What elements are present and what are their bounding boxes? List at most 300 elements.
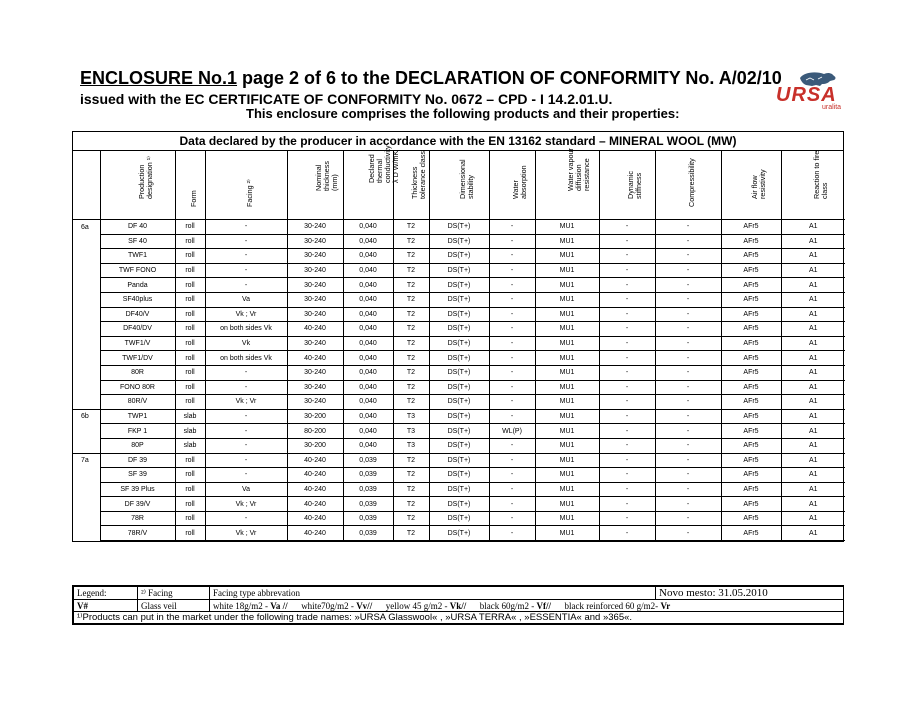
table-cell: - — [489, 395, 535, 410]
intro-text: This enclosure comprises the following products and their properties: — [246, 106, 680, 121]
facing-label: ²⁾ Facing — [138, 587, 210, 600]
group-code — [73, 292, 100, 307]
group-code — [73, 438, 100, 453]
column-header — [205, 151, 287, 220]
table-cell: 0,040 — [343, 395, 393, 410]
table-cell: AFr5 — [721, 322, 781, 337]
table-cell: FONO 80R — [100, 380, 175, 395]
table-cell: 0,040 — [343, 438, 393, 453]
table-cell: T2 — [393, 322, 429, 337]
table-cell: - — [599, 292, 655, 307]
column-header-label: Water absorption — [511, 165, 528, 199]
table-cell: FKP 1 — [100, 424, 175, 439]
table-cell: T3 — [393, 438, 429, 453]
table-cell: - — [655, 263, 721, 278]
table-cell: roll — [175, 380, 205, 395]
table-cell: - — [655, 380, 721, 395]
facing-type-code: Vf// — [536, 600, 551, 611]
certificate-subtitle: issued with the EC CERTIFICATE OF CONFORMITY No. 0672 – CPD - I 14.2.01.U. — [80, 91, 613, 107]
table-cell: AFr5 — [721, 511, 781, 526]
table-cell: - — [599, 336, 655, 351]
table-cell: DS(T+) — [429, 526, 489, 541]
table-cell: AFr5 — [721, 380, 781, 395]
table-cell: A1 — [781, 409, 845, 424]
table-cell: - — [599, 249, 655, 264]
table-cell: roll — [175, 234, 205, 249]
column-header-label: Facing ²⁾ — [245, 179, 254, 207]
table-cell: - — [655, 511, 721, 526]
table-cell: AFr5 — [721, 365, 781, 380]
table-cell: A1 — [781, 263, 845, 278]
table-cell: - — [489, 365, 535, 380]
table-cell: T2 — [393, 468, 429, 483]
legend-label: Legend: — [74, 587, 138, 600]
table-cell: DF40/V — [100, 307, 175, 322]
table-cell: 30-240 — [287, 278, 343, 293]
table-cell: T2 — [393, 336, 429, 351]
table-cell: 30-200 — [287, 409, 343, 424]
table-row — [73, 482, 845, 497]
table-cell: MU1 — [535, 307, 599, 322]
table-cell: - — [655, 249, 721, 264]
table-cell: - — [599, 351, 655, 366]
table-cell: on both sides Vk — [205, 322, 287, 337]
table-cell: 30-240 — [287, 365, 343, 380]
table-cell: DS(T+) — [429, 482, 489, 497]
table-cell: 30-240 — [287, 220, 343, 235]
properties-grid — [73, 145, 845, 541]
table-cell: WL(P) — [489, 424, 535, 439]
table-cell: - — [599, 497, 655, 512]
table-cell: - — [655, 438, 721, 453]
table-cell: - — [655, 497, 721, 512]
table-cell: AFr5 — [721, 482, 781, 497]
table-cell: roll — [175, 292, 205, 307]
table-cell: roll — [175, 453, 205, 468]
column-header — [535, 148, 599, 220]
table-cell: - — [489, 307, 535, 322]
facing-type-code: Vk// — [449, 600, 467, 611]
table-cell: 0,040 — [343, 380, 393, 395]
table-cell: 80R — [100, 365, 175, 380]
table-cell: - — [655, 322, 721, 337]
table-cell: SF 39 — [100, 468, 175, 483]
table-cell: - — [599, 365, 655, 380]
spacer — [551, 601, 565, 611]
table-cell: A1 — [781, 511, 845, 526]
table-cell: Vk ; Vr — [205, 395, 287, 410]
table-cell: 80P — [100, 438, 175, 453]
table-cell: 0,040 — [343, 365, 393, 380]
table-cell: Va — [205, 482, 287, 497]
table-cell: A1 — [781, 438, 845, 453]
products-table — [72, 131, 844, 542]
table-cell: T2 — [393, 351, 429, 366]
table-cell: 0,040 — [343, 220, 393, 235]
table-cell: T2 — [393, 278, 429, 293]
table-cell: Vk ; Vr — [205, 307, 287, 322]
column-header — [599, 151, 655, 220]
table-cell: T2 — [393, 511, 429, 526]
table-cell: - — [599, 453, 655, 468]
table-cell: roll — [175, 220, 205, 235]
group-code — [73, 249, 100, 264]
column-header-label: Air flow resistivity — [750, 169, 767, 199]
table-cell: roll — [175, 307, 205, 322]
table-cell: Vk — [205, 336, 287, 351]
table-cell: T2 — [393, 482, 429, 497]
table-cell: 40-240 — [287, 468, 343, 483]
table-cell: T2 — [393, 307, 429, 322]
table-cell: DS(T+) — [429, 511, 489, 526]
table-cell: MU1 — [535, 380, 599, 395]
table-cell: Va — [205, 292, 287, 307]
table-cell: - — [655, 468, 721, 483]
table-cell: - — [489, 336, 535, 351]
table-cell: - — [489, 220, 535, 235]
table-cell: A1 — [781, 336, 845, 351]
table-cell: - — [205, 220, 287, 235]
table-cell: - — [489, 453, 535, 468]
table-cell: - — [599, 234, 655, 249]
table-cell: DS(T+) — [429, 263, 489, 278]
spacer — [288, 601, 302, 611]
table-cell: T2 — [393, 497, 429, 512]
table-cell: MU1 — [535, 453, 599, 468]
table-cell: roll — [175, 365, 205, 380]
table-cell: 40-240 — [287, 322, 343, 337]
column-header — [393, 151, 429, 220]
table-cell: slab — [175, 438, 205, 453]
ursa-brand: URSA — [776, 84, 837, 106]
table-cell: DS(T+) — [429, 453, 489, 468]
column-header — [781, 151, 845, 220]
table-cell: AFr5 — [721, 395, 781, 410]
table-cell: DS(T+) — [429, 409, 489, 424]
table-row — [73, 438, 845, 453]
table-cell: AFr5 — [721, 336, 781, 351]
table-cell: A1 — [781, 249, 845, 264]
table-cell: - — [205, 278, 287, 293]
table-cell: A1 — [781, 497, 845, 512]
table-row — [73, 497, 845, 512]
group-code — [73, 468, 100, 483]
table-cell: DS(T+) — [429, 292, 489, 307]
table-cell: A1 — [781, 453, 845, 468]
table-cell: T2 — [393, 220, 429, 235]
table-cell: - — [489, 292, 535, 307]
table-cell: - — [599, 307, 655, 322]
table-cell: 0,040 — [343, 336, 393, 351]
column-header — [287, 151, 343, 220]
table-cell: MU1 — [535, 351, 599, 366]
table-cell: MU1 — [535, 249, 599, 264]
table-cell: 30-240 — [287, 249, 343, 264]
table-row — [73, 234, 845, 249]
table-cell: - — [489, 278, 535, 293]
facing-type-code: Vr — [660, 600, 671, 611]
table-cell: A1 — [781, 322, 845, 337]
table-cell: AFr5 — [721, 307, 781, 322]
column-header-label: Production designation ¹⁾ — [136, 156, 154, 199]
table-row — [73, 220, 845, 235]
table-cell: A1 — [781, 278, 845, 293]
table-cell: - — [599, 322, 655, 337]
table-cell: - — [489, 438, 535, 453]
table-cell: - — [205, 234, 287, 249]
table-cell: DF40/DV — [100, 322, 175, 337]
table-cell: - — [599, 468, 655, 483]
table-cell: DS(T+) — [429, 234, 489, 249]
table-cell: 40-240 — [287, 511, 343, 526]
table-cell: DS(T+) — [429, 336, 489, 351]
table-cell: - — [599, 409, 655, 424]
place-date: Novo mesto: 31.05.2010 — [656, 587, 844, 600]
table-cell: - — [489, 409, 535, 424]
table-cell: roll — [175, 351, 205, 366]
table-cell: AFr5 — [721, 526, 781, 541]
table-cell: - — [655, 482, 721, 497]
table-row — [73, 365, 845, 380]
table-cell: TWF1 — [100, 249, 175, 264]
table-cell: - — [205, 468, 287, 483]
table-row — [73, 263, 845, 278]
group-code: 7a — [73, 453, 100, 468]
table-cell: T2 — [393, 526, 429, 541]
table-row — [73, 468, 845, 483]
table-cell: - — [205, 409, 287, 424]
table-cell: MU1 — [535, 511, 599, 526]
table-cell: - — [599, 482, 655, 497]
table-cell: - — [489, 482, 535, 497]
table-cell: 78R/V — [100, 526, 175, 541]
group-code — [73, 263, 100, 278]
table-cell: 30-240 — [287, 395, 343, 410]
table-cell: 30-240 — [287, 234, 343, 249]
table-cell: T2 — [393, 249, 429, 264]
group-code — [73, 482, 100, 497]
column-header — [343, 145, 400, 220]
column-header-label: Thickness tolerance class — [410, 151, 427, 199]
table-cell: 0,039 — [343, 511, 393, 526]
group-code — [73, 351, 100, 366]
table-cell: DS(T+) — [429, 497, 489, 512]
table-cell: T2 — [393, 365, 429, 380]
table-cell: MU1 — [535, 292, 599, 307]
table-cell: MU1 — [535, 263, 599, 278]
table-cell: 30-240 — [287, 263, 343, 278]
table-cell: Panda — [100, 278, 175, 293]
table-cell: 40-240 — [287, 351, 343, 366]
table-row — [73, 409, 845, 424]
table-cell: DS(T+) — [429, 468, 489, 483]
table-cell: - — [205, 438, 287, 453]
table-cell: - — [489, 249, 535, 264]
group-code — [73, 511, 100, 526]
group-code — [73, 424, 100, 439]
table-row — [73, 453, 845, 468]
table-cell: 0,040 — [343, 234, 393, 249]
group-code — [73, 307, 100, 322]
table-cell: 0,040 — [343, 292, 393, 307]
table-cell: - — [599, 438, 655, 453]
table-cell: 0,040 — [343, 263, 393, 278]
group-code — [73, 365, 100, 380]
table-cell: MU1 — [535, 365, 599, 380]
facing-code: V# — [74, 600, 138, 612]
table-cell: DS(T+) — [429, 278, 489, 293]
table-cell: - — [489, 263, 535, 278]
table-row — [73, 322, 845, 337]
table-cell: MU1 — [535, 278, 599, 293]
table-row — [73, 526, 845, 541]
table-cell: A1 — [781, 234, 845, 249]
table-cell: roll — [175, 263, 205, 278]
table-cell: - — [599, 424, 655, 439]
table-row — [73, 249, 845, 264]
facing-type-code: Va // — [270, 600, 288, 611]
group-code: 6a — [81, 223, 89, 231]
table-cell: - — [655, 365, 721, 380]
column-header-label: Reaction to fire class — [812, 150, 830, 199]
table-cell: T2 — [393, 263, 429, 278]
table-cell: slab — [175, 409, 205, 424]
table-row — [73, 424, 845, 439]
table-cell: 0,039 — [343, 468, 393, 483]
table-cell: T2 — [393, 234, 429, 249]
table-cell: roll — [175, 322, 205, 337]
table-cell: - — [489, 380, 535, 395]
group-code — [73, 278, 100, 293]
table-cell: - — [489, 511, 535, 526]
table-cell: T2 — [393, 453, 429, 468]
table-cell: DS(T+) — [429, 249, 489, 264]
table-cell: 0,040 — [343, 249, 393, 264]
table-cell: - — [655, 234, 721, 249]
table-cell: MU1 — [535, 482, 599, 497]
table-cell: TWF1/V — [100, 336, 175, 351]
declaration-title: page 2 of 6 to the DECLARATION OF CONFORMITY No. A/02/10 — [237, 68, 782, 88]
table-cell: MU1 — [535, 322, 599, 337]
column-header — [73, 151, 100, 220]
table-body — [73, 220, 845, 541]
table-cell: 0,040 — [343, 307, 393, 322]
table-cell: MU1 — [535, 424, 599, 439]
table-row — [73, 307, 845, 322]
table-cell: - — [655, 409, 721, 424]
table-cell: 0,040 — [343, 278, 393, 293]
table-cell: - — [599, 511, 655, 526]
group-code — [73, 336, 100, 351]
table-cell: - — [489, 322, 535, 337]
table-cell: roll — [175, 511, 205, 526]
document-title — [80, 68, 782, 89]
enclosure-label: ENCLOSURE No.1 — [80, 68, 238, 88]
column-header-label: Compressibility — [687, 158, 696, 207]
legend-box — [72, 585, 844, 625]
table-cell: DF 40 — [100, 220, 175, 235]
spacer — [372, 601, 386, 611]
column-header-label: Dimensional stability — [458, 159, 475, 199]
table-cell: A1 — [781, 307, 845, 322]
table-cell: DS(T+) — [429, 365, 489, 380]
table-cell: TWF1/DV — [100, 351, 175, 366]
table-cell: MU1 — [535, 395, 599, 410]
column-header-label: Form — [189, 190, 198, 207]
table-cell: 30-240 — [287, 336, 343, 351]
table-cell: AFr5 — [721, 220, 781, 235]
column-header — [429, 151, 489, 220]
legend-footnote-row — [74, 612, 844, 624]
table-cell: TWF FONO — [100, 263, 175, 278]
table-cell: A1 — [781, 468, 845, 483]
table-cell: - — [655, 307, 721, 322]
facing-type-text: white 18g/m2 - — [213, 600, 271, 611]
table-cell: DS(T+) — [429, 424, 489, 439]
table-cell: - — [655, 220, 721, 235]
table-cell: - — [489, 526, 535, 541]
table-cell: MU1 — [535, 468, 599, 483]
table-cell: 0,039 — [343, 453, 393, 468]
facing-type-text: yellow 45 g/m2 - — [385, 600, 450, 611]
table-cell: MU1 — [535, 220, 599, 235]
column-header — [100, 151, 175, 220]
table-cell: 30-240 — [287, 380, 343, 395]
table-cell: DS(T+) — [429, 220, 489, 235]
table-cell: AFr5 — [721, 424, 781, 439]
table-cell: T2 — [393, 292, 429, 307]
facing-type-text: black reinforced 60 g/m2- — [564, 600, 661, 611]
column-header — [721, 151, 781, 220]
glass-veil-label: Glass veil — [138, 600, 210, 612]
table-cell: SF 39 Plus — [100, 482, 175, 497]
table-cell: roll — [175, 468, 205, 483]
table-cell: A1 — [781, 220, 845, 235]
table-cell: 0,040 — [343, 424, 393, 439]
table-cell: DS(T+) — [429, 307, 489, 322]
table-cell: DF 39 — [100, 453, 175, 468]
uralita-brand: uralita — [822, 104, 842, 111]
table-cell: DS(T+) — [429, 438, 489, 453]
table-cell: 40-240 — [287, 497, 343, 512]
table-cell: slab — [175, 424, 205, 439]
table-cell: - — [655, 453, 721, 468]
table-cell: - — [599, 278, 655, 293]
table-cell: 0,039 — [343, 482, 393, 497]
table-cell: - — [205, 380, 287, 395]
table-cell: DS(T+) — [429, 322, 489, 337]
table-cell: DS(T+) — [429, 380, 489, 395]
table-cell: A1 — [781, 395, 845, 410]
table-cell: - — [655, 336, 721, 351]
table-row — [73, 336, 845, 351]
facing-type-text: black 60g/m2 - — [479, 600, 537, 611]
table-cell: A1 — [781, 380, 845, 395]
table-cell: Vk ; Vr — [205, 497, 287, 512]
column-header-label: Nominal thickness (mm) — [314, 161, 339, 191]
table-row — [73, 395, 845, 410]
table-cell: SF40plus — [100, 292, 175, 307]
table-cell: 30-200 — [287, 438, 343, 453]
table-cell: - — [489, 234, 535, 249]
table-cell: A1 — [781, 424, 845, 439]
table-cell: MU1 — [535, 497, 599, 512]
column-header-label: Declared thermal conductivity λ D W/mK — [367, 145, 400, 183]
table-cell: 0,039 — [343, 497, 393, 512]
group-code — [73, 234, 100, 249]
table-cell: - — [599, 380, 655, 395]
table-cell: 78R — [100, 511, 175, 526]
